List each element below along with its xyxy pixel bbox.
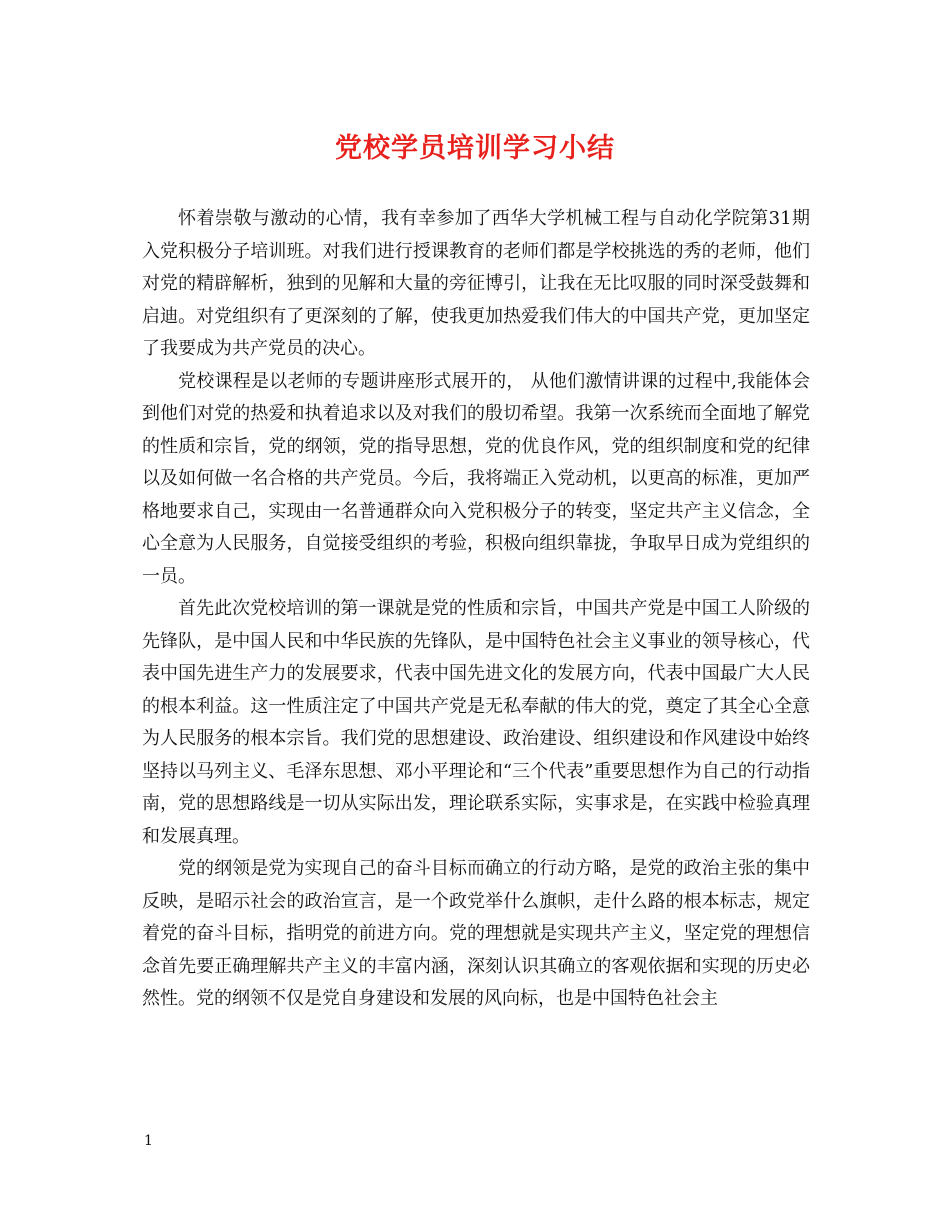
page-number: 1 xyxy=(144,1133,153,1149)
document-body xyxy=(142,203,810,1016)
paragraph-3: 首先此次党校培训的第一课就是党的性质和宗旨，中国共产党是中国工人阶级的先锋队，是中国人民和中华民族的先锋队，是中国特色社会主义事业的领导核心，代表中国先进生产力的发展要求，代表中国先进文化的发展方向，代表中国最广大人民的根本利益。这一性质注定了中国共产党是无私奉献的伟大的党，奠定了其全心全意为人民服务的根本宗旨。我们党的思想建设、政治建设、组织建设和作风建设中始终坚持以马列主义、毛泽东思想、邓小平理论和“三个代表”重要思想作为自己的行动指南，党的思想路线是一切从实际出发，理论联系实际，实事求是，在实践中检验真理和发展真理。 xyxy=(142,598,810,847)
paragraph-1: 怀着崇敬与激动的心情，我有幸参加了西华大学机械工程与自动化学院第31期入党积极分子培训班。对我们进行授课教育的老师们都是学校挑选的秀的老师，他们对党的精辟解析，独到的见解和大量的旁征博引，让我在无比叹服的同时深受鼓舞和启迪。对党组织有了更深刻的了解，使我更加热爱我们伟大的中国共产党，更加坚定了我要成为共产党员的决心。 xyxy=(142,208,810,359)
paragraph-2: 党校课程是以老师的专题讲座形式展开的， 从他们激情讲课的过程中,我能体会到他们对党的热爱和执着追求以及对我们的殷切希望。我第一次系统而全面地了解党的性质和宗旨，党的纲领，党的指导思想，党的优良作风，党的组织制度和党的纪律以及如何做一名合格的共产党员。今后，我将端正入党动机，以更高的标准，更加严格地要求自己，实现由一名普通群众向入党积极分子的转变，坚定共产主义信念，全心全意为人民服务，自觉接受组织的考验，积极向组织靠拢，争取早日成为党组织的一员。 xyxy=(142,370,810,587)
paragraph-4: 党的纲领是党为实现自己的奋斗目标而确立的行动方略，是党的政治主张的集中反映，是昭示社会的政治宣言，是一个政党举什么旗帜，走什么路的根本标志，规定着党的奋斗目标，指明党的前进方向。党的理想就是实现共产主义，坚定党的理想信念首先要正确理解共产主义的丰富内涵，深刻认识其确立的客观依据和实现的历史必然性。党的纲领不仅是党自身建设和发展的风向标，也是中国特色社会主 xyxy=(142,858,810,1009)
document-title: 党校学员培训学习小结 xyxy=(335,133,615,164)
